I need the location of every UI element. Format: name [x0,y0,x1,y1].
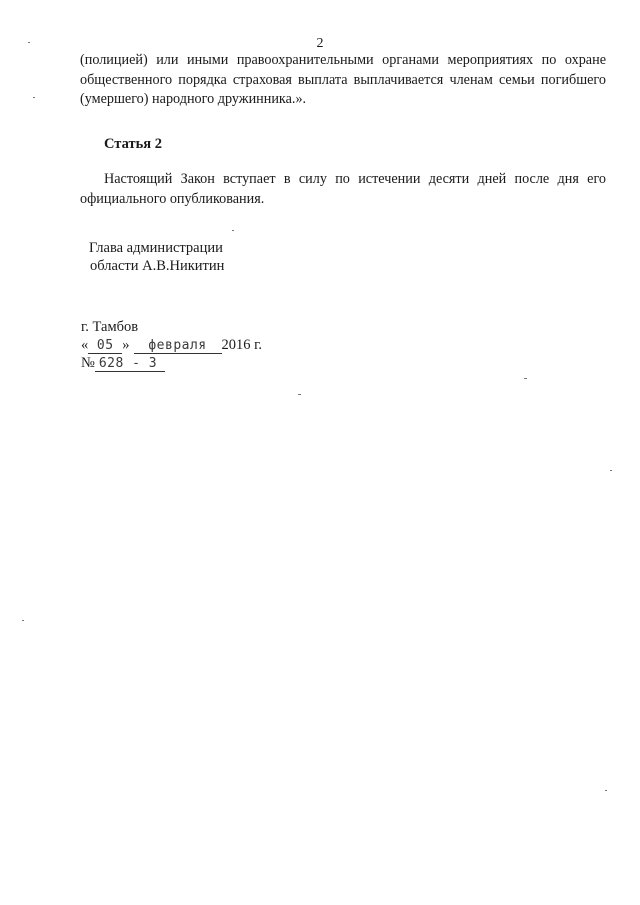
article-title: Статья 2 [104,136,162,152]
open-quote: « [81,337,89,353]
scan-speck [22,620,24,621]
scan-speck [524,378,527,379]
date-month: февраля [134,338,222,354]
paragraph-article-2: Настоящий Закон вступает в силу по истечении десяти дней после дня его официального опубликования. [80,171,606,207]
paragraph-continuation: (полицией) или иными правоохранительными органами мероприятиях по охране общественного порядка страховая выплата выплачивается членам семьи погибшего (умершего) народного дружинника.». [80,52,606,107]
number-line [81,354,262,372]
signature-title: Глава администрации [89,240,223,256]
date-day: 05 [88,338,122,354]
scan-speck [605,790,607,791]
date-year: 2016 г. [221,337,263,353]
place-date-block [81,318,262,372]
signature-block [89,239,224,275]
scan-speck [33,97,35,98]
number-sign: № [81,355,95,371]
scan-speck [28,42,30,43]
scan-speck [232,230,234,231]
scan-speck [610,470,612,471]
date-line [81,336,262,354]
close-quote: » [122,337,130,353]
page-number: 2 [316,36,324,51]
scan-speck [298,394,301,395]
signature-name: области А.В.Никитин [90,258,225,274]
city-line: г. Тамбов [81,319,139,335]
law-number: 628 - 3 [95,356,165,372]
